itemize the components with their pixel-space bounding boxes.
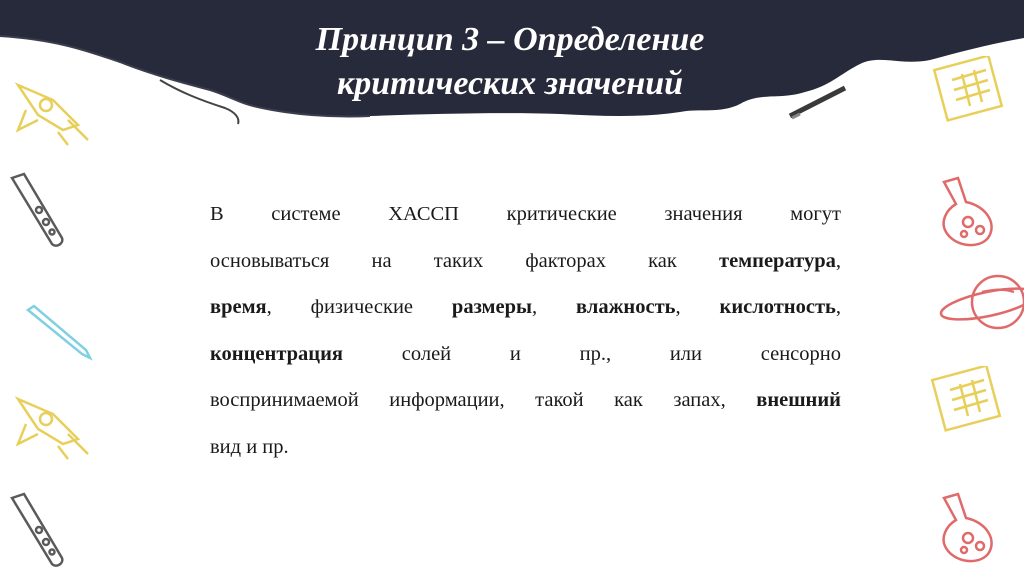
term-appearance: внешний [756, 389, 841, 411]
rocket-icon [8, 384, 98, 464]
body-line-3 [210, 284, 841, 331]
text-run: , [835, 249, 841, 272]
term-temperature: температура [719, 249, 836, 272]
test-tube-icon [4, 490, 74, 570]
test-tube-icon [4, 170, 74, 250]
text-run: воспринимаемой информации, такой как запах, [210, 389, 757, 411]
planet-icon [938, 262, 1024, 342]
text-run: основываться на таких факторах как [210, 249, 719, 272]
body-paragraph [210, 191, 841, 470]
rocket-icon [8, 70, 98, 150]
text-run: солей и пр., или сенсорно [343, 342, 841, 365]
pencil-icon [24, 302, 96, 362]
calculator-icon [928, 366, 1008, 432]
term-size: размеры [451, 296, 532, 318]
body-line-1 [210, 191, 841, 238]
term-concentration: концентрация [210, 342, 344, 365]
slide-title [230, 18, 790, 106]
title-line-2: критических значений [336, 65, 684, 102]
text-run: , [835, 296, 841, 318]
body-line-6 [210, 424, 841, 471]
body-line-4 [210, 331, 841, 378]
text-run: , физические [266, 296, 452, 318]
text-run: , [675, 296, 720, 318]
calculator-icon [930, 56, 1010, 122]
body-line-5 [210, 377, 841, 424]
body-line-2 [210, 238, 841, 285]
term-acidity: кислотность [719, 296, 836, 318]
text-run: , [532, 296, 577, 318]
term-time: время [210, 296, 267, 318]
flask-icon [924, 172, 1014, 252]
text-run: В системе ХАССП критические значения могут [210, 203, 841, 225]
title-line-1: Принцип 3 – Определение [315, 21, 705, 58]
flask-icon [924, 488, 1014, 568]
term-humidity: влажность [576, 296, 676, 318]
text-run: вид и пр. [210, 435, 289, 458]
